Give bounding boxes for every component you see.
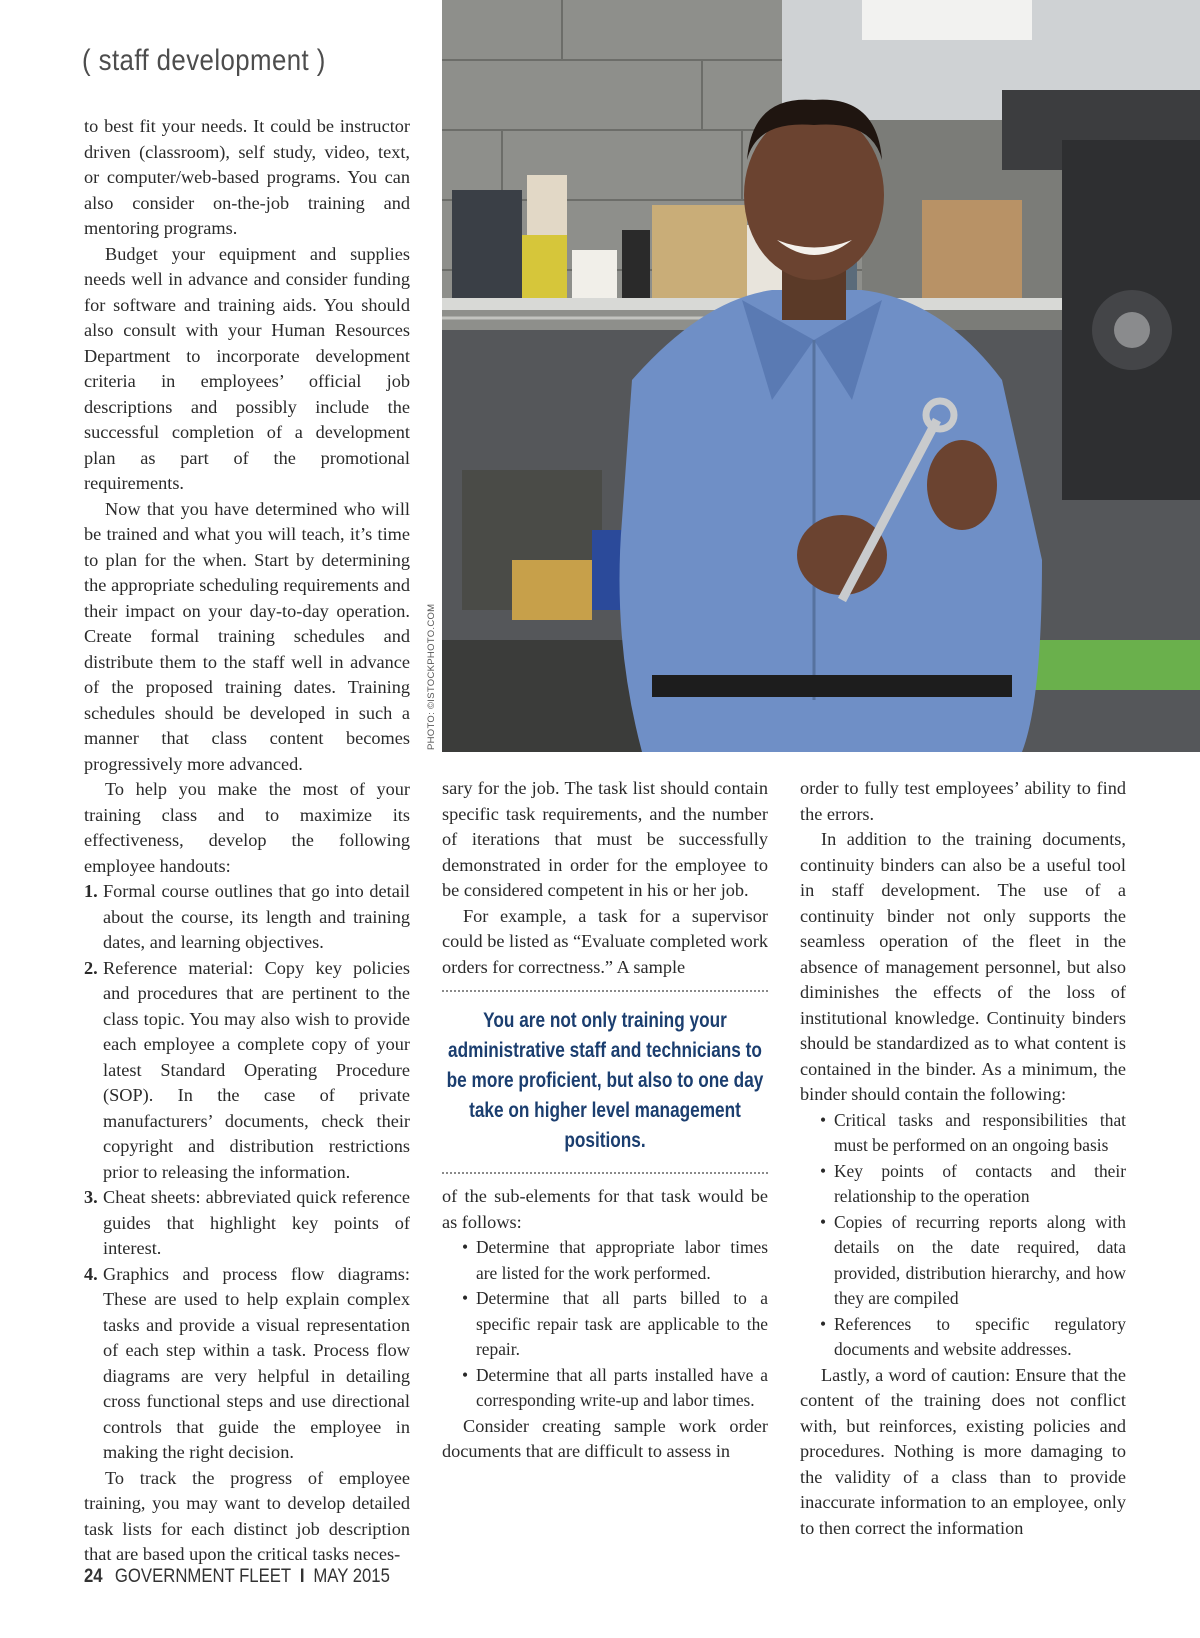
column-1: [84, 114, 410, 1568]
paragraph: Now that you have determined who will be trained and what you will teach, it’s time to plan for the when. Start by determining the appropriate scheduling requirements and their impact on your day-to-day operation. Create formal training schedules and distribute them to the staff well in advance of the proposed training dates. Training schedules should be developed in such a manner that class content becomes progressively more advanced.: [84, 498, 410, 774]
binder-bullet-list: [800, 1108, 1126, 1363]
list-text: Determine that appropriate labor times are listed for the work performed.: [476, 1237, 768, 1283]
bullet-icon: •: [462, 1364, 469, 1385]
paragraph: To help you make the most of your training class and to maximize its effectiveness, develop the following employee handouts:: [84, 779, 410, 876]
paragraph: to best fit your needs. It could be instructor driven (classroom), self study, video, text, or computer/web-based programs. You can also consider on-the-job training and mentoring programs.: [84, 116, 410, 238]
list-text: Determine that all parts installed have a corresponding write-up and labor times.: [476, 1364, 768, 1410]
mechanic-photo: [442, 0, 1200, 752]
list-text: References to specific regulatory documents and website addresses.: [834, 1313, 1126, 1359]
bullet-icon: •: [820, 1211, 827, 1232]
list-item: [800, 1108, 1126, 1159]
paragraph: sary for the job. The task list should contain specific task requirements, and the number of iterations that must be successfully demonstrated in order for the employee to be considered competent in his or her job.: [442, 778, 768, 900]
list-text: Key points of contacts and their relationship to the operation: [834, 1160, 1126, 1206]
list-item: [84, 1262, 410, 1466]
page-footer: [84, 1566, 390, 1588]
footer-separator: I: [299, 1566, 305, 1587]
list-text: Graphics and process flow diagrams: These are used to help explain complex tasks and provide a visual representation of each step within a task. Process flow diagrams are very helpful in detailing cross functional steps and use directional controls that guide the employee in making the right decision.: [103, 1263, 410, 1462]
list-text: Determine that all parts billed to a specific repair task are applicable to the repair.: [476, 1288, 768, 1359]
list-number: 3.: [84, 1187, 98, 1207]
column-2: [442, 776, 768, 1465]
list-number: 2.: [84, 957, 98, 978]
list-item: [442, 1235, 768, 1286]
list-item: [84, 956, 410, 1186]
publication-name: GOVERNMENT FLEET: [114, 1566, 292, 1587]
list-text: Reference material: Copy key policies and procedures that are pertinent to the class topic. You may also wish to provide each employee a complete copy of your latest Standard Operating Procedure (SOP). In the case of private manufacturers’ documents, check their copyright and distribution restrictions prior to releasing the information.: [103, 957, 410, 1182]
handout-list: [84, 879, 410, 1466]
list-text: Copies of recurring reports along with details on the date required, data provided, distribution hierarchy, and how they are compiled: [834, 1211, 1126, 1308]
bullet-icon: •: [820, 1109, 827, 1130]
list-text: Cheat sheets: abbreviated quick reference guides that highlight key points of interest.: [103, 1187, 410, 1258]
paragraph: of the sub-elements for that task would be as follows:: [442, 1186, 768, 1232]
task-bullet-list: [442, 1235, 768, 1414]
list-item: [84, 1185, 410, 1262]
list-text: Critical tasks and responsibilities that must be performed on an ongoing basis: [834, 1109, 1126, 1155]
list-item: [442, 1363, 768, 1414]
pull-quote-text: You are not only training your administrative staff and technicians to be more proficient, but also to one day take on higher level management positions.: [446, 1009, 764, 1152]
list-item: [800, 1312, 1126, 1363]
bullet-icon: •: [820, 1160, 827, 1181]
bullet-icon: •: [462, 1237, 469, 1257]
list-item: [800, 1210, 1126, 1312]
issue-date: MAY 2015: [313, 1566, 390, 1587]
paragraph: Consider creating sample work order documents that are difficult to assess in: [442, 1415, 768, 1461]
page-number: 24: [84, 1566, 103, 1587]
bullet-icon: •: [462, 1288, 469, 1308]
paragraph: order to fully test employees’ ability to find the errors.: [800, 778, 1126, 824]
paragraph: Budget your equipment and supplies needs well in advance and consider funding for software and training aids. You should also consult with your Human Resources Department to incorporate development criteria in employees’ official job descriptions and possibly include the successful completion of a development plan as part of the promotional requirements.: [84, 243, 410, 493]
pull-quote: [442, 990, 768, 1174]
paragraph: Lastly, a word of caution: Ensure that the content of the training does not conflict with, but reinforces, existing policies and procedures. Nothing is more damaging to the validity of a class than to provide inaccurate information to an employee, only to then correct the information: [800, 1364, 1126, 1538]
paragraph: For example, a task for a supervisor could be listed as “Evaluate completed work orders for correctness.” A sample: [442, 905, 768, 977]
paragraph: In addition to the training documents, continuity binders can also be a useful tool in staff development. The use of a continuity binder not only supports the seamless operation of the fleet in the absence of management personnel, but also diminishes the effects of the loss of institutional knowledge. Continuity binders should be standardized as to what content is contained in the binder. As a minimum, the binder should contain the following:: [800, 829, 1126, 1104]
list-item: [442, 1286, 768, 1363]
list-number: 1.: [84, 881, 98, 901]
list-item: [800, 1159, 1126, 1210]
list-item: [84, 879, 410, 956]
list-text: Formal course outlines that go into detail about the course, its length and training dates, and learning objectives.: [103, 881, 410, 952]
section-tag: ( staff development ): [82, 44, 326, 77]
bullet-icon: •: [820, 1313, 827, 1334]
photo-credit: PHOTO: ©ISTOCKPHOTO.COM: [426, 603, 437, 750]
column-3: [800, 776, 1126, 1541]
list-number: 4.: [84, 1263, 98, 1284]
paragraph: To track the progress of employee training, you may want to develop detailed task lists for each distinct job description that are based upon the critical tasks neces-: [84, 1467, 410, 1564]
